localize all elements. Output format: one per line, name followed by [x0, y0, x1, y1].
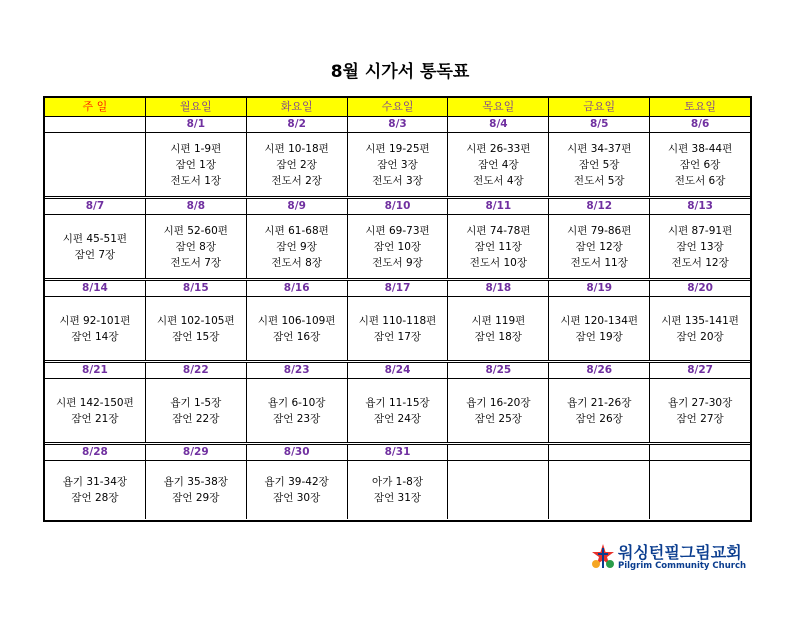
- reading-list: [146, 461, 246, 519]
- day-cell: [447, 363, 548, 442]
- reading-line: 욥기 21-26장: [567, 396, 632, 409]
- day-cell: [447, 445, 548, 519]
- day-date: 8/7: [45, 199, 145, 215]
- reading-line: 전도서 5장: [573, 174, 625, 187]
- reading-list: [247, 379, 347, 442]
- day-header-wed: 수요일: [347, 98, 448, 116]
- day-date: [650, 445, 750, 461]
- day-date: 8/4: [448, 117, 548, 133]
- reading-line: 잠언 29장: [172, 492, 220, 504]
- page-title: 8월 시가서 통독표: [330, 62, 470, 82]
- reading-line: 전도서 3장: [372, 174, 423, 187]
- reading-line: 잠언 14장: [71, 330, 119, 343]
- day-header-sat: 토요일: [649, 98, 750, 116]
- reading-line: 잠언 1장: [175, 158, 217, 171]
- reading-line: 욥기 39-42장: [264, 476, 329, 488]
- reading-list: [247, 297, 347, 360]
- reading-line: 아가 1-8장: [372, 476, 423, 488]
- reading-line: 욥기 6-10장: [267, 396, 326, 409]
- reading-line: 잠언 10장: [373, 240, 422, 253]
- reading-line: 잠언 9장: [276, 240, 317, 253]
- reading-list: [348, 215, 448, 278]
- day-date: 8/25: [448, 363, 548, 379]
- reading-line: 전도서 4장: [473, 174, 524, 187]
- reading-list: [448, 215, 548, 278]
- day-date: 8/11: [448, 199, 548, 215]
- reading-line: 시편 19-25편: [365, 142, 430, 155]
- day-header-sun: 주 일: [82, 100, 108, 113]
- reading-line: 잠언 11장: [474, 240, 522, 253]
- day-cell: [246, 363, 347, 442]
- reading-list: [448, 461, 548, 519]
- day-date: 8/6: [650, 117, 750, 133]
- reading-line: 잠언 17장: [373, 330, 422, 343]
- day-date: 8/23: [247, 363, 347, 379]
- day-cell: [45, 363, 145, 442]
- day-cell: [45, 199, 145, 278]
- reading-list: [247, 461, 347, 519]
- day-date: 8/18: [448, 281, 548, 297]
- reading-line: 욥기 35-38장: [163, 476, 228, 488]
- day-cell: [347, 117, 448, 196]
- reading-list: [650, 215, 750, 278]
- day-date: [448, 445, 548, 461]
- reading-line: 시편 92-101편: [59, 314, 131, 327]
- reading-line: 시편 110-118편: [358, 314, 437, 327]
- reading-line: 잠언 2장: [276, 158, 317, 171]
- reading-line: 잠언 30장: [273, 492, 321, 504]
- day-date: 8/19: [549, 281, 649, 297]
- calendar-week: [45, 363, 750, 445]
- reading-list: [348, 461, 448, 519]
- reading-list: [146, 297, 246, 360]
- reading-list: [448, 379, 548, 442]
- reading-line: 잠언 5장: [579, 158, 620, 171]
- day-cell: [347, 363, 448, 442]
- day-cell: [347, 281, 448, 360]
- reading-line: 욥기 11-15장: [365, 396, 430, 409]
- day-cell: [246, 445, 347, 519]
- day-cell: [145, 363, 246, 442]
- day-cell: [145, 281, 246, 360]
- day-cell: [145, 199, 246, 278]
- reading-line: 시편 61-68편: [264, 224, 329, 237]
- day-date: 8/20: [650, 281, 750, 297]
- reading-line: 전도서 11장: [570, 256, 628, 269]
- reading-list: [45, 215, 145, 278]
- reading-line: 욥기 1-5장: [170, 396, 222, 409]
- day-date: 8/5: [549, 117, 649, 133]
- reading-line: 시편 106-109편: [257, 314, 336, 327]
- reading-list: [247, 133, 347, 196]
- day-date: 8/12: [549, 199, 649, 215]
- reading-list: [45, 297, 145, 360]
- reading-line: 잠언 3장: [377, 158, 418, 171]
- reading-line: 잠언 6장: [679, 158, 721, 171]
- reading-list: [45, 133, 145, 196]
- reading-line: 시편 26-33편: [466, 142, 531, 155]
- reading-line: 잠언 19장: [575, 330, 623, 343]
- reading-list: [146, 215, 246, 278]
- reading-list: [448, 133, 548, 196]
- day-date: 8/26: [549, 363, 649, 379]
- church-name-english: Pilgrim Community Church: [618, 561, 747, 571]
- reading-line: 전도서 2장: [271, 174, 322, 187]
- reading-line: 잠언 15장: [172, 330, 220, 343]
- reading-line: 잠언 7장: [74, 248, 116, 261]
- reading-line: 시편 87-91편: [667, 224, 733, 237]
- day-date: 8/16: [247, 281, 347, 297]
- reading-line: 잠언 20장: [676, 330, 724, 343]
- reading-line: 시편 1-9편: [170, 142, 222, 155]
- reading-line: 시편 10-18편: [264, 142, 329, 155]
- day-cell: [347, 445, 448, 519]
- day-date: 8/15: [146, 281, 246, 297]
- day-date: 8/13: [650, 199, 750, 215]
- day-cell: [548, 281, 649, 360]
- reading-line: 잠언 21장: [71, 412, 119, 425]
- reading-line: 잠언 18장: [474, 330, 522, 343]
- day-cell: [246, 199, 347, 278]
- reading-line: 잠언 16장: [273, 330, 321, 343]
- reading-line: 욥기 31-34장: [62, 476, 128, 488]
- day-cell: [246, 117, 347, 196]
- day-date: [45, 117, 145, 133]
- day-date: 8/8: [146, 199, 246, 215]
- reading-line: 잠언 23장: [273, 412, 321, 425]
- day-cell: [145, 117, 246, 196]
- calendar-week: [45, 117, 750, 199]
- day-date: 8/28: [45, 445, 145, 461]
- reading-line: 시편 74-78편: [466, 224, 531, 237]
- day-cell: [649, 363, 750, 442]
- reading-line: 욥기 16-20장: [466, 396, 531, 409]
- day-date: 8/9: [247, 199, 347, 215]
- reading-line: 잠언 24장: [373, 412, 422, 425]
- reading-list: [549, 215, 649, 278]
- day-cell: [45, 281, 145, 360]
- reading-calendar: [43, 96, 752, 522]
- reading-line: 시편 38-44편: [667, 142, 733, 155]
- reading-line: 잠언 8장: [175, 240, 217, 253]
- star-cross-icon: [590, 542, 616, 572]
- day-cell: [649, 445, 750, 519]
- reading-list: [146, 379, 246, 442]
- reading-line: 시편 120-134편: [560, 314, 639, 327]
- day-cell: [548, 363, 649, 442]
- church-logo: [590, 540, 760, 580]
- day-date: 8/31: [348, 445, 448, 461]
- reading-list: [348, 379, 448, 442]
- reading-line: 욥기 27-30장: [667, 396, 733, 409]
- reading-line: 시편 34-37편: [567, 142, 632, 155]
- day-date: 8/21: [45, 363, 145, 379]
- day-date: 8/14: [45, 281, 145, 297]
- reading-line: 전도서 12장: [671, 256, 729, 269]
- reading-line: 전도서 10장: [469, 256, 527, 269]
- day-date: [549, 445, 649, 461]
- day-date: 8/2: [247, 117, 347, 133]
- day-cell: [649, 199, 750, 278]
- day-header-fri: 금요일: [548, 98, 649, 116]
- reading-line: 시편 119편: [471, 314, 526, 327]
- calendar-week: [45, 445, 750, 519]
- reading-list: [650, 133, 750, 196]
- reading-line: 시편 102-105편: [156, 314, 235, 327]
- day-date: 8/29: [146, 445, 246, 461]
- reading-line: 시편 69-73편: [365, 224, 430, 237]
- day-cell: [145, 445, 246, 519]
- reading-list: [549, 297, 649, 360]
- reading-line: 잠언 22장: [172, 412, 220, 425]
- day-cell: [548, 117, 649, 196]
- calendar-body: [45, 117, 750, 519]
- reading-line: 전도서 7장: [170, 256, 222, 269]
- day-cell: [45, 445, 145, 519]
- day-date: 8/3: [348, 117, 448, 133]
- reading-list: [650, 297, 750, 360]
- reading-list: [549, 133, 649, 196]
- day-cell: [447, 117, 548, 196]
- day-date: 8/30: [247, 445, 347, 461]
- reading-list: [549, 379, 649, 442]
- reading-list: [348, 133, 448, 196]
- day-header-tue: 화요일: [246, 98, 347, 116]
- reading-list: [348, 297, 448, 360]
- reading-line: 전도서 6장: [674, 174, 726, 187]
- day-cell: [548, 199, 649, 278]
- calendar-week: [45, 199, 750, 281]
- day-cell: [649, 117, 750, 196]
- day-cell: [447, 281, 548, 360]
- reading-line: 전도서 9장: [372, 256, 423, 269]
- reading-list: [650, 379, 750, 442]
- reading-line: 잠언 28장: [71, 492, 119, 504]
- reading-line: 잠언 13장: [676, 240, 724, 253]
- day-cell: [649, 281, 750, 360]
- day-date: 8/17: [348, 281, 448, 297]
- day-cell: [347, 199, 448, 278]
- reading-line: 잠언 4장: [478, 158, 519, 171]
- reading-list: [448, 297, 548, 360]
- reading-line: 잠언 31장: [373, 492, 422, 504]
- day-cell: [548, 445, 649, 519]
- reading-line: 시편 52-60편: [163, 224, 228, 237]
- reading-line: 시편 135-141편: [661, 314, 739, 327]
- reading-line: 전도서 1장: [170, 174, 222, 187]
- reading-line: 잠언 27장: [676, 412, 724, 425]
- reading-list: [247, 215, 347, 278]
- reading-list: [146, 133, 246, 196]
- reading-line: 시편 79-86편: [567, 224, 632, 237]
- reading-line: 잠언 25장: [474, 412, 522, 425]
- day-date: 8/22: [146, 363, 246, 379]
- reading-line: 시편 45-51편: [62, 232, 128, 245]
- day-cell: [246, 281, 347, 360]
- reading-line: 시편 142-150편: [56, 396, 134, 409]
- day-date: 8/27: [650, 363, 750, 379]
- day-date: 8/24: [348, 363, 448, 379]
- reading-list: [650, 461, 750, 519]
- reading-line: 잠언 26장: [575, 412, 623, 425]
- reading-list: [45, 461, 145, 519]
- weekday-header: [45, 98, 750, 117]
- day-cell: [447, 199, 548, 278]
- church-name-korean: 워싱턴필그림교회: [618, 543, 742, 562]
- reading-line: 전도서 8장: [271, 256, 322, 269]
- day-date: 8/10: [348, 199, 448, 215]
- reading-list: [549, 461, 649, 519]
- day-header-thu: 목요일: [447, 98, 548, 116]
- reading-line: 잠언 12장: [575, 240, 623, 253]
- reading-list: [45, 379, 145, 442]
- day-date: 8/1: [146, 117, 246, 133]
- day-cell: [45, 117, 145, 196]
- day-header-mon: 월요일: [145, 98, 246, 116]
- calendar-week: [45, 281, 750, 363]
